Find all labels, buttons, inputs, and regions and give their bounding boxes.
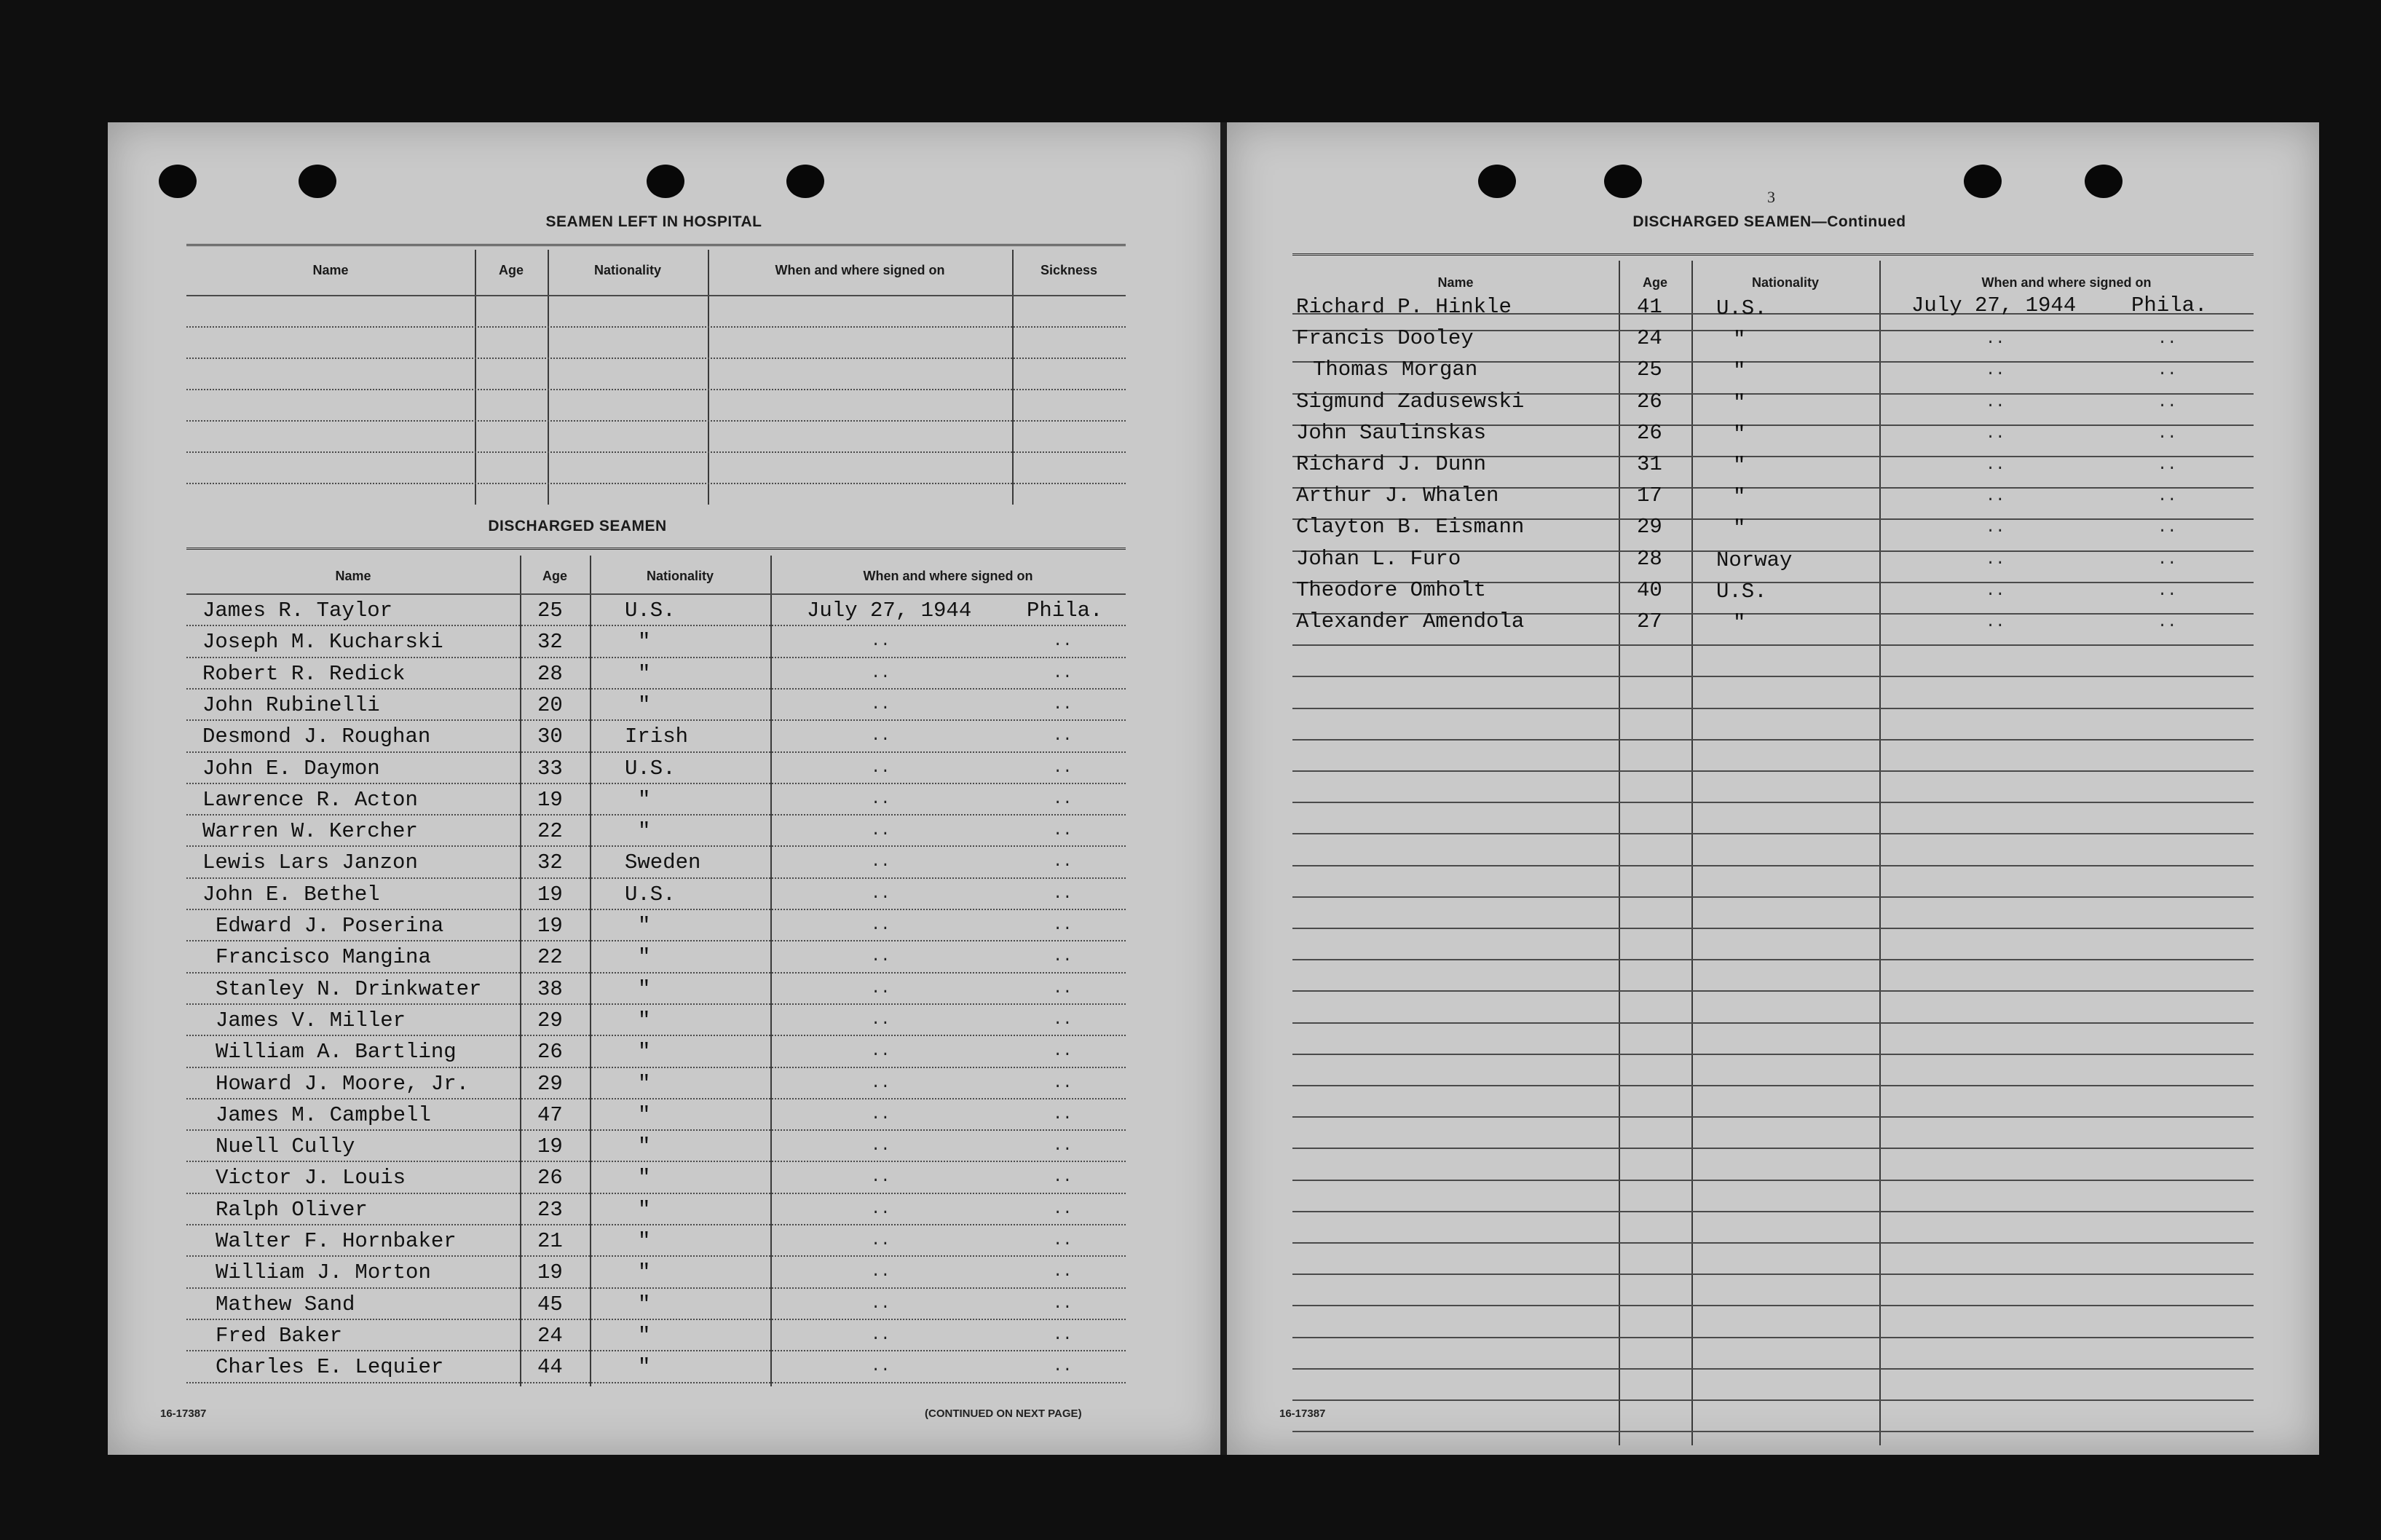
seaman-nationality: " xyxy=(1733,485,1746,510)
seaman-name: Edward J. Poserina xyxy=(216,914,444,938)
ditto-mark: .. xyxy=(1053,1168,1073,1187)
ditto-mark: .. xyxy=(2157,330,2177,349)
row-rule xyxy=(1292,1242,2254,1244)
seaman-age: 19 xyxy=(537,1260,563,1285)
seaman-name: William A. Bartling xyxy=(216,1040,457,1065)
seaman-age: 25 xyxy=(1637,358,1662,382)
seaman-nationality: U.S. xyxy=(625,599,676,623)
seaman-age: 26 xyxy=(1637,389,1662,414)
seaman-age: 32 xyxy=(537,630,563,655)
seaman-name: James R. Taylor xyxy=(202,599,393,623)
seaman-nationality: U.S. xyxy=(1716,296,1767,320)
ditto-mark: .. xyxy=(1053,916,1073,934)
ditto-mark: .. xyxy=(1053,632,1073,651)
seaman-nationality: " xyxy=(638,692,651,717)
seaman-nationality: U.S. xyxy=(625,882,676,907)
seaman-nationality: Norway xyxy=(1716,548,1793,572)
ditto-mark: .. xyxy=(2157,424,2177,443)
ditto-mark: .. xyxy=(1053,789,1073,808)
hospital-section-title: SEAMEN LEFT IN HOSPITAL xyxy=(545,213,762,230)
ditto-mark: .. xyxy=(871,632,891,651)
ditto-mark: .. xyxy=(1053,663,1073,682)
signed-on-place: Phila. xyxy=(1027,599,1103,623)
ditto-mark: .. xyxy=(1053,1325,1073,1344)
row-rule xyxy=(186,1161,1126,1162)
ditto-mark: .. xyxy=(1986,613,2005,631)
seaman-age: 19 xyxy=(537,787,563,812)
signed-on-date: July 27, 1944 xyxy=(1911,293,2077,317)
row-rule xyxy=(186,1382,1126,1383)
column-header: Nationality xyxy=(1751,275,1819,290)
seaman-name: Robert R. Redick xyxy=(202,661,406,686)
row-rule xyxy=(186,972,1126,974)
seaman-nationality: " xyxy=(638,1071,651,1096)
seaman-name: Francisco Mangina xyxy=(216,945,431,970)
ditto-mark: .. xyxy=(1986,392,2005,411)
seaman-age: 19 xyxy=(537,914,563,938)
ditto-mark: .. xyxy=(1053,727,1073,746)
row-rule xyxy=(186,420,1126,422)
ditto-mark: .. xyxy=(2157,581,2177,600)
column-header: Nationality xyxy=(646,569,714,583)
discharged-section-title: DISCHARGED SEAMEN xyxy=(488,518,667,534)
ditto-mark: .. xyxy=(871,1010,891,1029)
row-rule xyxy=(186,1098,1126,1099)
ditto-mark: .. xyxy=(871,789,891,808)
row-rule xyxy=(1292,865,2254,866)
seaman-name: Walter F. Hornbaker xyxy=(216,1229,457,1253)
seaman-nationality: " xyxy=(638,976,651,1001)
ditto-mark: .. xyxy=(1053,1010,1073,1029)
seaman-name: Richard P. Hinkle xyxy=(1296,295,1512,319)
seaman-age: 21 xyxy=(537,1229,563,1253)
seaman-age: 32 xyxy=(537,850,563,875)
seaman-age: 26 xyxy=(537,1166,563,1190)
ditto-mark: .. xyxy=(2157,487,2177,506)
ditto-mark: .. xyxy=(1986,581,2005,600)
seaman-age: 19 xyxy=(537,882,563,907)
row-rule xyxy=(1292,1180,2254,1181)
seaman-age: 23 xyxy=(537,1197,563,1222)
row-rule xyxy=(186,451,1126,453)
punch-hole xyxy=(159,165,197,198)
ditto-mark: .. xyxy=(1986,361,2005,380)
ditto-mark: .. xyxy=(1053,1199,1073,1218)
row-rule xyxy=(186,1067,1126,1068)
seaman-nationality: " xyxy=(638,819,651,844)
ditto-mark: .. xyxy=(1053,947,1073,966)
ditto-mark: .. xyxy=(1053,1073,1073,1092)
seaman-name: Mathew Sand xyxy=(216,1292,355,1316)
row-rule xyxy=(186,814,1126,816)
column-divider xyxy=(475,250,476,505)
column-divider xyxy=(1879,261,1881,1445)
row-rule xyxy=(186,688,1126,690)
seaman-nationality: " xyxy=(638,1260,651,1285)
seaman-name: John Saulinskas xyxy=(1296,420,1487,445)
rule xyxy=(186,244,1126,246)
seaman-name: Fred Baker xyxy=(216,1323,343,1348)
ditto-mark: .. xyxy=(871,758,891,777)
seaman-name: Johan L. Furo xyxy=(1296,546,1461,571)
seaman-name: Lewis Lars Janzon xyxy=(202,850,418,875)
row-rule xyxy=(186,657,1126,658)
ditto-mark: .. xyxy=(871,1168,891,1187)
ditto-mark: .. xyxy=(871,1325,891,1344)
rule xyxy=(1292,253,2254,256)
ditto-mark: .. xyxy=(871,1294,891,1313)
column-header: Name xyxy=(335,569,371,583)
seaman-nationality: " xyxy=(638,914,651,938)
row-rule xyxy=(186,358,1126,359)
seaman-name: Victor J. Louis xyxy=(216,1166,406,1190)
row-rule xyxy=(1292,676,2254,677)
seaman-nationality: U.S. xyxy=(625,756,676,781)
ditto-mark: .. xyxy=(1986,424,2005,443)
column-header: Sickness xyxy=(1040,263,1098,277)
row-rule xyxy=(1292,990,2254,992)
seaman-nationality: " xyxy=(638,1197,651,1222)
seaman-name: William J. Morton xyxy=(216,1260,431,1285)
row-rule xyxy=(1292,739,2254,741)
row-rule xyxy=(1292,833,2254,834)
column-divider xyxy=(1619,261,1620,1445)
punch-hole xyxy=(299,165,336,198)
row-rule xyxy=(1292,802,2254,803)
ditto-mark: .. xyxy=(1053,979,1073,998)
row-rule xyxy=(186,877,1126,879)
ditto-mark: .. xyxy=(1986,487,2005,506)
row-rule xyxy=(1292,1305,2254,1306)
ditto-mark: .. xyxy=(1053,1231,1073,1249)
row-rule xyxy=(186,1287,1126,1289)
ditto-mark: .. xyxy=(871,1263,891,1282)
ditto-mark: .. xyxy=(2157,518,2177,537)
ditto-mark: .. xyxy=(2157,361,2177,380)
left-page xyxy=(108,122,1222,1455)
ditto-mark: .. xyxy=(1986,518,2005,537)
seaman-age: 44 xyxy=(537,1355,563,1380)
ditto-mark: .. xyxy=(1053,884,1073,903)
seaman-name: Arthur J. Whalen xyxy=(1296,483,1499,508)
seaman-name: Lawrence R. Acton xyxy=(202,787,418,812)
row-rule xyxy=(186,1350,1126,1351)
seaman-name: Theodore Omholt xyxy=(1296,577,1487,602)
ditto-mark: .. xyxy=(871,947,891,966)
seaman-name: Thomas Morgan xyxy=(1313,358,1478,382)
row-rule xyxy=(1292,1116,2254,1118)
seaman-name: James V. Miller xyxy=(216,1008,406,1032)
seaman-nationality: " xyxy=(638,1134,651,1159)
row-rule xyxy=(1292,928,2254,929)
seaman-nationality: " xyxy=(638,1102,651,1127)
seaman-name: Howard J. Moore, Jr. xyxy=(216,1071,470,1096)
seaman-nationality: " xyxy=(1733,390,1746,415)
seaman-age: 26 xyxy=(1637,420,1662,445)
ditto-mark: .. xyxy=(871,979,891,998)
seaman-nationality: " xyxy=(1733,359,1746,384)
row-rule xyxy=(186,389,1126,390)
ditto-mark: .. xyxy=(871,1231,891,1249)
row-rule xyxy=(186,1224,1126,1225)
form-number: 16-17387 xyxy=(1279,1407,1326,1420)
seaman-name: John E. Daymon xyxy=(202,756,380,781)
seaman-nationality: " xyxy=(1733,422,1746,446)
column-divider xyxy=(520,556,521,1386)
seaman-age: 28 xyxy=(1637,546,1662,571)
seaman-nationality: " xyxy=(1733,328,1746,352)
seaman-name: Stanley N. Drinkwater xyxy=(216,976,482,1001)
rule xyxy=(186,548,1126,550)
seaman-nationality: Irish xyxy=(625,724,689,749)
ditto-mark: .. xyxy=(1986,456,2005,474)
seaman-age: 38 xyxy=(537,976,563,1001)
column-header: When and where signed on xyxy=(1981,275,2152,290)
ditto-mark: .. xyxy=(871,884,891,903)
seaman-age: 29 xyxy=(1637,515,1662,540)
seaman-age: 22 xyxy=(537,945,563,970)
row-rule xyxy=(1292,1274,2254,1275)
row-rule xyxy=(1292,708,2254,709)
header-rule xyxy=(186,593,1126,595)
seaman-nationality: " xyxy=(638,1229,651,1253)
seaman-nationality: " xyxy=(638,1355,651,1380)
row-rule xyxy=(1292,896,2254,898)
ditto-mark: .. xyxy=(871,1137,891,1156)
seaman-age: 20 xyxy=(537,692,563,717)
row-rule xyxy=(186,1129,1126,1131)
column-divider xyxy=(1012,250,1014,505)
seaman-nationality: Sweden xyxy=(625,850,701,875)
seaman-name: James M. Campbell xyxy=(216,1102,431,1127)
row-rule xyxy=(1292,1085,2254,1086)
row-rule xyxy=(186,940,1126,941)
seaman-name: Alexander Amendola xyxy=(1296,609,1525,633)
header-rule xyxy=(186,295,1126,296)
seaman-age: 33 xyxy=(537,756,563,781)
seaman-age: 29 xyxy=(537,1071,563,1096)
page-number: 3 xyxy=(1767,188,1775,206)
row-rule xyxy=(186,1193,1126,1194)
ditto-mark: .. xyxy=(871,695,891,714)
row-rule xyxy=(186,751,1126,753)
continued-note: (CONTINUED ON NEXT PAGE) xyxy=(925,1407,1082,1420)
punch-hole xyxy=(1478,165,1516,198)
seaman-age: 22 xyxy=(537,819,563,844)
right-page xyxy=(1227,122,2319,1455)
seaman-name: Joseph M. Kucharski xyxy=(202,630,443,655)
row-rule xyxy=(1292,1399,2254,1401)
column-header: Age xyxy=(1642,275,1667,290)
column-divider xyxy=(770,556,772,1386)
signed-on-date: July 27, 1944 xyxy=(807,599,972,623)
seaman-nationality: " xyxy=(638,787,651,812)
ditto-mark: .. xyxy=(1053,1357,1073,1376)
seaman-age: 26 xyxy=(537,1040,563,1065)
row-rule xyxy=(1292,1054,2254,1055)
ditto-mark: .. xyxy=(871,853,891,872)
punch-hole xyxy=(1604,165,1642,198)
ditto-mark: .. xyxy=(871,821,891,840)
seaman-nationality: " xyxy=(638,1323,651,1348)
seaman-nationality: " xyxy=(638,1166,651,1190)
column-header: Nationality xyxy=(593,263,661,277)
ditto-mark: .. xyxy=(871,663,891,682)
row-rule xyxy=(1292,1431,2254,1432)
row-rule xyxy=(1292,959,2254,960)
row-rule xyxy=(186,625,1126,626)
column-header: Name xyxy=(1437,275,1474,290)
punch-hole xyxy=(1964,165,2002,198)
seaman-nationality: " xyxy=(638,661,651,686)
seaman-age: 45 xyxy=(537,1292,563,1316)
seaman-age: 40 xyxy=(1637,577,1662,602)
seaman-name: Sigmund Zadusewski xyxy=(1296,389,1525,414)
seaman-age: 27 xyxy=(1637,609,1662,633)
form-number: 16-17387 xyxy=(160,1407,207,1420)
ditto-mark: .. xyxy=(871,727,891,746)
seaman-name: Francis Dooley xyxy=(1296,326,1474,351)
seaman-nationality: " xyxy=(638,945,651,970)
row-rule xyxy=(186,483,1126,484)
ditto-mark: .. xyxy=(2157,392,2177,411)
seaman-age: 25 xyxy=(537,599,563,623)
punch-hole xyxy=(2085,165,2123,198)
ditto-mark: .. xyxy=(871,1357,891,1376)
ditto-mark: .. xyxy=(2157,550,2177,569)
row-rule xyxy=(186,326,1126,328)
seaman-name: Desmond J. Roughan xyxy=(202,724,431,749)
seaman-age: 17 xyxy=(1637,483,1662,508)
column-header: When and where signed on xyxy=(775,263,945,277)
column-header: Age xyxy=(542,569,567,583)
seaman-name: Clayton B. Eismann xyxy=(1296,515,1525,540)
column-header: When and where signed on xyxy=(863,569,1033,583)
column-header: Age xyxy=(498,263,524,277)
row-rule xyxy=(1292,1148,2254,1149)
ditto-mark: .. xyxy=(871,1073,891,1092)
row-rule xyxy=(186,783,1126,784)
row-rule xyxy=(186,719,1126,721)
seaman-name: John Rubinelli xyxy=(202,692,380,717)
seaman-nationality: U.S. xyxy=(1716,579,1767,604)
ditto-mark: .. xyxy=(1053,758,1073,777)
row-rule xyxy=(1292,1368,2254,1370)
column-divider xyxy=(590,556,591,1386)
column-divider xyxy=(708,250,709,505)
punch-hole xyxy=(786,165,824,198)
seaman-nationality: " xyxy=(1733,516,1746,541)
row-rule xyxy=(1292,1211,2254,1212)
ditto-mark: .. xyxy=(1053,695,1073,714)
ditto-mark: .. xyxy=(1986,550,2005,569)
ditto-mark: .. xyxy=(1053,1263,1073,1282)
seaman-nationality: " xyxy=(638,1040,651,1065)
column-header: Name xyxy=(312,263,349,277)
seaman-nationality: " xyxy=(1733,611,1746,635)
row-rule xyxy=(186,1003,1126,1005)
ditto-mark: .. xyxy=(1053,821,1073,840)
seaman-age: 30 xyxy=(537,724,563,749)
row-rule xyxy=(1292,1337,2254,1338)
ditto-mark: .. xyxy=(1053,1105,1073,1124)
seaman-age: 29 xyxy=(537,1008,563,1032)
signed-on-place: Phila. xyxy=(2131,293,2208,317)
row-rule xyxy=(1292,770,2254,772)
row-rule xyxy=(1292,644,2254,646)
seaman-name: John E. Bethel xyxy=(202,882,380,907)
ditto-mark: .. xyxy=(871,1105,891,1124)
seaman-name: Nuell Cully xyxy=(216,1134,355,1159)
row-rule xyxy=(186,1255,1126,1257)
seaman-age: 31 xyxy=(1637,452,1662,476)
ditto-mark: .. xyxy=(1986,330,2005,349)
row-rule xyxy=(186,909,1126,910)
seaman-age: 24 xyxy=(1637,326,1662,351)
row-rule xyxy=(186,1319,1126,1320)
ditto-mark: .. xyxy=(1053,1137,1073,1156)
ditto-mark: .. xyxy=(871,1042,891,1061)
ditto-mark: .. xyxy=(2157,456,2177,474)
seaman-nationality: " xyxy=(638,1008,651,1032)
punch-hole xyxy=(647,165,684,198)
seaman-age: 47 xyxy=(537,1102,563,1127)
ditto-mark: .. xyxy=(1053,1294,1073,1313)
seaman-name: Warren W. Kercher xyxy=(202,819,418,844)
seaman-age: 41 xyxy=(1637,295,1662,319)
discharged-continued-title: DISCHARGED SEAMEN—Continued xyxy=(1632,213,1906,230)
ditto-mark: .. xyxy=(871,1199,891,1218)
ditto-mark: .. xyxy=(1053,1042,1073,1061)
seaman-nationality: " xyxy=(1733,454,1746,478)
row-rule xyxy=(186,1035,1126,1036)
seaman-name: Richard J. Dunn xyxy=(1296,452,1487,476)
seaman-nationality: " xyxy=(638,630,651,655)
seaman-age: 19 xyxy=(537,1134,563,1159)
seaman-age: 24 xyxy=(537,1323,563,1348)
seaman-name: Charles E. Lequier xyxy=(216,1355,444,1380)
ditto-mark: .. xyxy=(1053,853,1073,872)
seaman-nationality: " xyxy=(638,1292,651,1316)
column-divider xyxy=(1691,261,1693,1445)
seaman-age: 28 xyxy=(537,661,563,686)
row-rule xyxy=(1292,1022,2254,1024)
seaman-name: Ralph Oliver xyxy=(216,1197,368,1222)
ditto-mark: .. xyxy=(871,916,891,934)
row-rule xyxy=(186,845,1126,847)
column-divider xyxy=(548,250,549,505)
ditto-mark: .. xyxy=(2157,613,2177,631)
